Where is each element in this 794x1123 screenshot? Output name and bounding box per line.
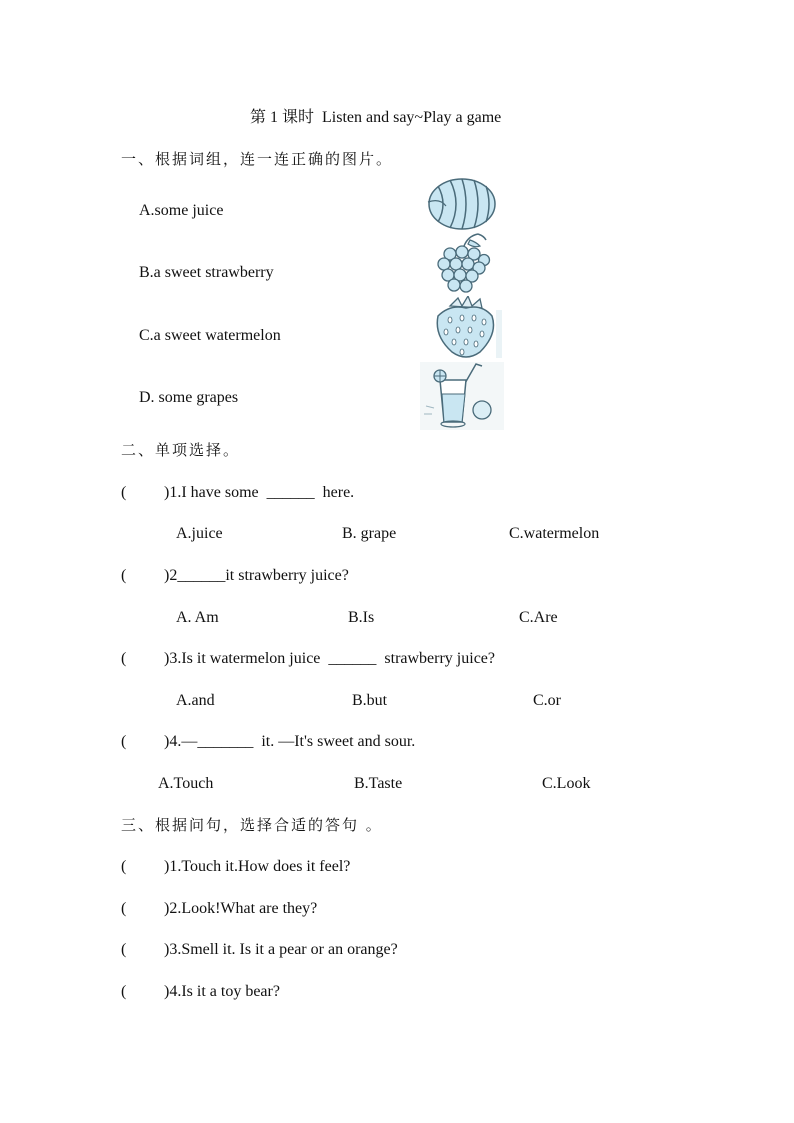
grapes-icon (434, 232, 494, 294)
answer-paren: ( (121, 983, 127, 1000)
mc-q3-option-a: A.and (176, 692, 215, 709)
section3-heading: 三、根据问句，选择合适的答句 。 (121, 816, 383, 834)
match-item-a: A.some juice (139, 202, 224, 219)
strawberry-icon (432, 296, 502, 362)
reply-question-2: )2.Look!What are they? (164, 900, 318, 917)
mc-q3-option-c: C.or (533, 692, 561, 709)
section1-heading: 一、根据词组，连一连正确的图片。 (121, 150, 394, 168)
match-item-b: B.a sweet strawberry (139, 264, 274, 281)
mc-q2-option-a: A. Am (176, 609, 219, 626)
match-item-c: C.a sweet watermelon (139, 327, 281, 344)
reply-question-4: )4.Is it a toy bear? (164, 983, 280, 1000)
answer-paren: ( (121, 650, 127, 667)
mc-q4-option-b: B.Taste (354, 775, 403, 792)
mc-question-4: )4.—_______ it. —It's sweet and sour. (164, 733, 416, 750)
answer-paren: ( (121, 900, 127, 917)
mc-q1-option-c: C.watermelon (509, 525, 600, 542)
mc-q2-option-c: C.Are (519, 609, 558, 626)
mc-question-2: )2______it strawberry juice? (164, 567, 349, 584)
answer-paren: ( (121, 733, 127, 750)
match-item-d: D. some grapes (139, 389, 239, 406)
mc-q1-option-b: B. grape (342, 525, 397, 542)
reply-question-3: )3.Smell it. Is it a pear or an orange? (164, 941, 398, 958)
section2-heading: 二、单项选择。 (121, 441, 241, 459)
watermelon-icon (426, 176, 498, 232)
mc-q2-option-b: B.Is (348, 609, 375, 626)
mc-q3-option-b: B.but (352, 692, 388, 709)
answer-paren: ( (121, 567, 127, 584)
page-title: 第 1 课时 Listen and say~Play a game (250, 109, 502, 126)
mc-question-1: )1.I have some ______ here. (164, 484, 355, 501)
mc-q4-option-c: C.Look (542, 775, 591, 792)
answer-paren: ( (121, 858, 127, 875)
answer-paren: ( (121, 484, 127, 501)
juice-icon (420, 362, 504, 430)
reply-question-1: )1.Touch it.How does it feel? (164, 858, 351, 875)
mc-q1-option-a: A.juice (176, 525, 223, 542)
mc-q4-option-a: A.Touch (158, 775, 214, 792)
answer-paren: ( (121, 941, 127, 958)
mc-question-3: )3.Is it watermelon juice ______ strawberry juice? (164, 650, 495, 667)
